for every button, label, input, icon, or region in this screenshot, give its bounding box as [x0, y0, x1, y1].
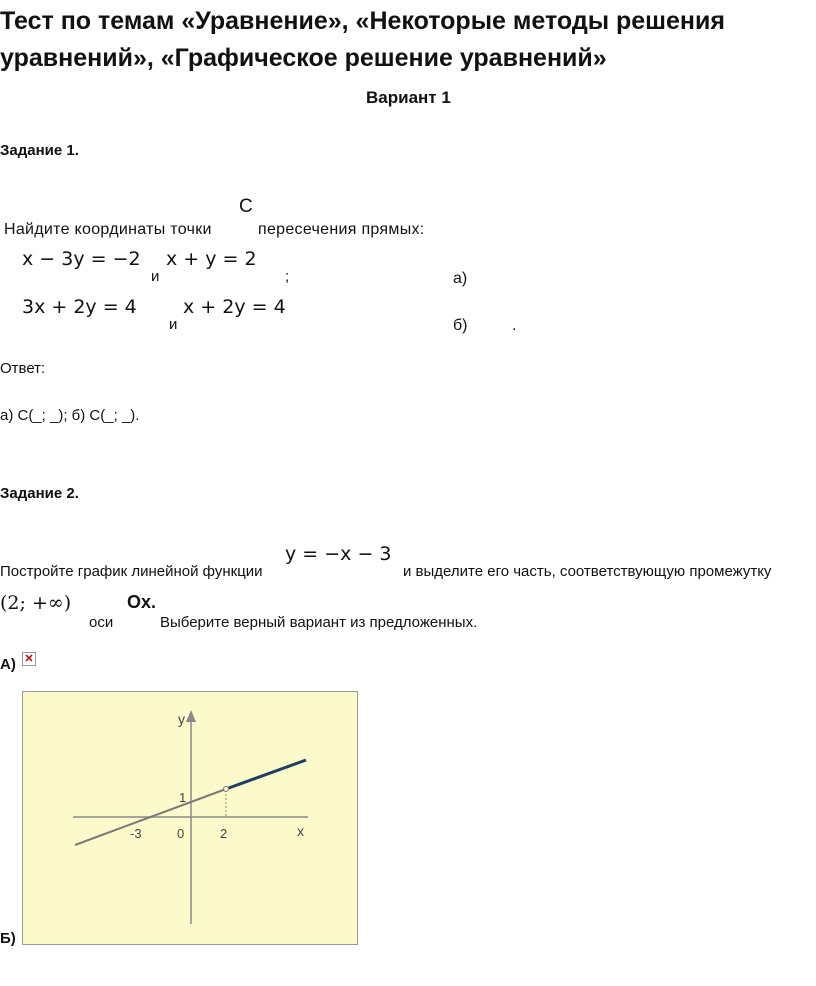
task2-axis-name: Ox. [127, 592, 157, 612]
task1-prompt-after: пересечения прямых: [258, 221, 425, 238]
task2-function: y = −x − 3 [285, 543, 392, 565]
task1-point-letter: C [239, 196, 253, 217]
task2-prompt-after: и выделите его часть, соответствующую промежутку [403, 563, 772, 580]
page-title-line-1: Тест по темам «Уравнение», «Некоторые методы решения [0, 7, 725, 35]
graph-highlight-ray [226, 760, 306, 789]
task1-b-equation-2: x + 2y = 4 [183, 296, 286, 318]
task1-a-label: а) [453, 270, 468, 287]
task1-a-equation-1: x − 3y = −2 [22, 248, 141, 270]
task1-a-equation-2: x + y = 2 [166, 248, 257, 270]
page-title-line-2: уравнений», «Графическое решение уравнений» [0, 44, 607, 72]
option-b-label: Б) [0, 930, 16, 947]
task1-b-conjunction: и [169, 316, 178, 333]
task2-interval: (2; +∞) [0, 592, 72, 614]
graph-svg [23, 692, 357, 944]
tick-label-1: 1 [179, 790, 187, 805]
option-b-graph[interactable] [22, 691, 358, 945]
y-axis-label: y [178, 711, 185, 727]
x-axis-label: x [297, 823, 304, 839]
task2-heading: Задание 2. [0, 485, 79, 502]
tick-label-neg3: -3 [130, 826, 142, 841]
task1-prompt-before: Найдите координаты точки [4, 221, 212, 238]
task1-a-separator: ; [285, 268, 290, 285]
task2-axis-word: оси [89, 614, 114, 631]
task1-a-conjunction: и [151, 268, 160, 285]
tick-label-2: 2 [220, 826, 228, 841]
tick-label-0: 0 [177, 826, 185, 841]
y-axis-arrow-icon [186, 710, 196, 722]
task1-b-period: . [512, 317, 517, 334]
task1-b-equation-1: 3x + 2y = 4 [22, 296, 137, 318]
option-a-label: А) [0, 656, 16, 673]
task1-heading: Задание 1. [0, 142, 79, 159]
answer-label: Ответ: [0, 360, 46, 377]
task2-prompt-before: Постройте график линейной функции [0, 563, 263, 580]
task2-choose-text: Выберите верный вариант из предложенных. [160, 614, 478, 631]
answer-text: а) C(_; _); б) C(_; _). [0, 407, 140, 424]
variant-label: Вариант 1 [366, 88, 451, 107]
task1-b-label: б) [453, 317, 468, 334]
broken-image-icon: ✕ [22, 652, 36, 666]
open-point [224, 787, 229, 792]
